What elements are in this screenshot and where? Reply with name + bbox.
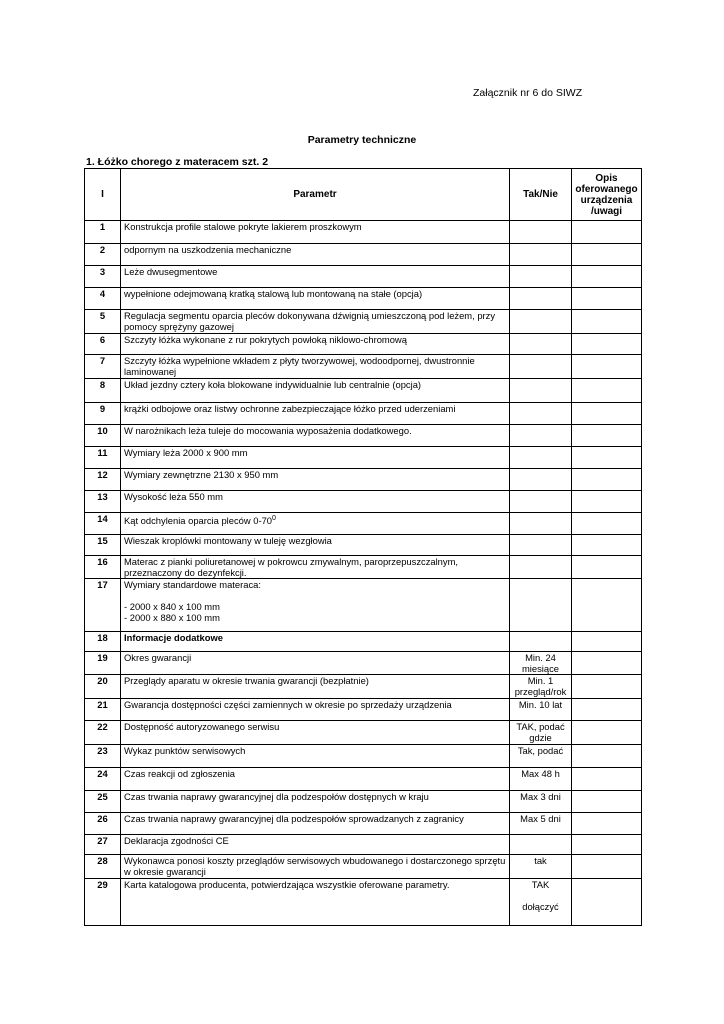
row-tak-nie [510,447,572,469]
row-parameter-text: Wieszak kroplówki montowany w tuleję wezgłowia [124,535,332,546]
row-number: 25 [85,791,121,813]
row-parameter-text: Wymiary leża 2000 x 900 mm [124,447,248,458]
row-number: 21 [85,699,121,721]
table-row [85,579,642,632]
row-tak-nie: Min. 10 lat [510,699,572,721]
row-description [572,721,642,745]
row-description [572,425,642,447]
row-parameter-text: Karta katalogowa producenta, potwierdzająca wszystkie oferowane parametry. [124,879,450,890]
row-description [572,379,642,403]
table-row [85,768,642,791]
row-number: 29 [85,879,121,926]
row-parameter [121,244,510,266]
row-tak-nie [510,556,572,579]
row-tak-nie [510,579,572,632]
row-description [572,675,642,699]
row-description [572,266,642,288]
table-row [85,699,642,721]
row-description [572,579,642,632]
row-tak-nie: Min. 24 miesiące [510,652,572,675]
row-tak-nie [510,535,572,556]
row-description [572,355,642,379]
table-row [85,334,642,355]
row-description [572,513,642,535]
table-row [85,221,642,244]
row-tak-nie [510,310,572,334]
table-row [85,632,642,652]
row-description [572,652,642,675]
row-parameter-text: Czas trwania naprawy gwarancyjnej dla podzespołów sprowadzanych z zagranicy [124,813,464,824]
row-parameter [121,855,510,879]
row-description [572,535,642,556]
row-tak-nie [510,334,572,355]
parameters-table [84,168,642,926]
row-description [572,768,642,791]
row-parameter-text: odpornym na uszkodzenia mechaniczne [124,244,292,255]
column-header-parameter: Parametr [121,169,510,221]
row-parameter-text: Czas trwania naprawy gwarancyjnej dla podzespołów dostępnych w kraju [124,791,429,802]
row-tak-nie [510,513,572,535]
row-parameter [121,535,510,556]
row-parameter-text: Przeglądy aparatu w okresie trwania gwarancji (bezpłatnie) [124,675,369,686]
table-row [85,721,642,745]
row-parameter-text: Materac z pianki poliuretanowej w pokrowcu zmywalnym, paroprzepuszczalnym, przeznaczony do dezynfekcji. [124,556,458,578]
row-parameter [121,469,510,491]
row-parameter [121,791,510,813]
row-parameter-text: Regulacja segmentu oparcia pleców dokonywana dźwignią umieszczoną pod leżem, przy pomocy sprężyny gazowej [124,310,496,332]
row-parameter [121,491,510,513]
row-number: 28 [85,855,121,879]
row-number: 20 [85,675,121,699]
row-description [572,334,642,355]
row-number: 19 [85,652,121,675]
annex-label: Załącznik nr 6 do SIWZ [473,87,583,99]
row-parameter-text: Deklaracja zgodności CE [124,835,229,846]
table-row [85,745,642,768]
row-number: 2 [85,244,121,266]
row-parameter-text: Szczyty łóżka wypełnione wkładem z płyty tworzywowej, wodoodpornej, dwustronnie laminowanej [124,355,475,377]
row-tak-nie [510,266,572,288]
table-row [85,469,642,491]
row-number: 3 [85,266,121,288]
row-parameter [121,835,510,855]
row-parameter-text: Informacje dodatkowe [124,632,223,643]
row-description [572,879,642,926]
section-title: 1. Łóżko chorego z materacem szt. 2 [86,156,269,168]
row-number: 17 [85,579,121,632]
row-description [572,469,642,491]
row-parameter [121,447,510,469]
row-parameter-text: Dostępność autoryzowanego serwisu [124,721,280,732]
row-tak-nie [510,355,572,379]
row-parameter [121,879,510,926]
row-tak-nie [510,835,572,855]
row-parameter [121,288,510,310]
row-description [572,221,642,244]
row-number: 8 [85,379,121,403]
row-number: 14 [85,513,121,535]
row-description [572,632,642,652]
row-tak-nie [510,403,572,425]
table-row [85,403,642,425]
table-header-row [85,169,642,221]
row-number: 4 [85,288,121,310]
table-row [85,535,642,556]
row-number: 24 [85,768,121,791]
row-description [572,310,642,334]
row-number: 7 [85,355,121,379]
row-tak-nie: Min. 1 przegląd/rok [510,675,572,699]
row-number: 13 [85,491,121,513]
document-title: Parametry techniczne [307,134,417,146]
row-tak-nie: TAK dołączyć [510,879,572,926]
row-number: 6 [85,334,121,355]
row-parameter [121,721,510,745]
row-parameter [121,425,510,447]
row-parameter [121,266,510,288]
column-header-description: Opis oferowanego urządzenia /uwagi [572,169,642,221]
row-parameter-text: Konstrukcja profile stalowe pokryte lakierem proszkowym [124,221,362,232]
row-parameter [121,699,510,721]
row-parameter [121,675,510,699]
table-row [85,813,642,835]
table-row [85,652,642,675]
row-parameter [121,632,510,652]
table-row [85,266,642,288]
row-parameter [121,652,510,675]
row-number: 1 [85,221,121,244]
table-row [85,447,642,469]
row-tak-nie [510,632,572,652]
row-number: 9 [85,403,121,425]
row-parameter [121,403,510,425]
row-parameter [121,813,510,835]
row-description [572,855,642,879]
row-parameter [121,513,510,535]
row-tak-nie: Max 5 dni [510,813,572,835]
table-row [85,791,642,813]
row-number: 27 [85,835,121,855]
row-parameter-text: krążki odbojowe oraz listwy ochronne zabezpieczające łóżko przed uderzeniami [124,403,456,414]
row-number: 26 [85,813,121,835]
row-number: 15 [85,535,121,556]
row-tak-nie [510,244,572,266]
degree-superscript: 0 [272,515,276,522]
row-tak-nie [510,491,572,513]
row-description [572,403,642,425]
row-parameter-text: Wymiary zewnętrzne 2130 x 950 mm [124,469,279,480]
table-row [85,379,642,403]
table-row [85,355,642,379]
row-parameter [121,768,510,791]
row-parameter-text: Szczyty łóżka wykonane z rur pokrytych powłoką niklowo-chromową [124,334,407,345]
row-number: 16 [85,556,121,579]
table-row [85,879,642,926]
row-description [572,244,642,266]
row-parameter [121,310,510,334]
row-parameter-text: Wysokość leża 550 mm [124,491,223,502]
row-number: 12 [85,469,121,491]
row-description [572,699,642,721]
row-parameter-text: wypełnione odejmowaną kratką stalową lub montowaną na stałe (opcja) [124,288,423,299]
row-parameter-text: W narożnikach leża tuleje do mocowania wyposażenia dodatkowego. [124,425,412,436]
row-parameter [121,221,510,244]
row-description [572,813,642,835]
column-header-tak-nie: Tak/Nie [510,169,572,221]
row-description [572,447,642,469]
row-parameter-text: Kąt odchylenia oparcia pleców 0-70 [124,515,273,527]
table-row [85,491,642,513]
table-row [85,310,642,334]
row-description [572,745,642,768]
table-row [85,855,642,879]
row-tak-nie: Tak, podać [510,745,572,768]
table-row [85,244,642,266]
table-row [85,288,642,310]
row-description [572,791,642,813]
table-row [85,513,642,535]
row-description [572,835,642,855]
row-tak-nie [510,425,572,447]
row-parameter [121,745,510,768]
row-parameter [121,379,510,403]
row-number: 11 [85,447,121,469]
table-row [85,675,642,699]
row-tak-nie [510,288,572,310]
row-tak-nie [510,379,572,403]
row-tak-nie: tak [510,855,572,879]
row-number: 23 [85,745,121,768]
row-tak-nie: Max 48 h [510,768,572,791]
row-description [572,288,642,310]
row-parameter-text: Gwarancja dostępności części zamiennych w okresie po sprzedaży urządzenia [124,699,452,710]
row-description [572,556,642,579]
table-row [85,835,642,855]
table-row [85,556,642,579]
row-parameter [121,355,510,379]
row-parameter-text: Okres gwarancji [124,652,192,663]
row-number: 5 [85,310,121,334]
row-tak-nie [510,221,572,244]
row-number: 10 [85,425,121,447]
row-parameter-text: Wykaz punktów serwisowych [124,745,246,756]
row-parameter-text: Układ jezdny cztery koła blokowane indywidualnie lub centralnie (opcja) [124,379,422,390]
row-description [572,491,642,513]
row-number: 18 [85,632,121,652]
table-row [85,425,642,447]
row-parameter-text: Wykonawca ponosi koszty przeglądów serwisowych wbudowanego i dostarczonego sprzętu w okresie gwarancji [124,855,506,877]
column-header-number: I [85,169,121,221]
row-parameter [121,334,510,355]
row-parameter-text: Czas reakcji od zgłoszenia [124,768,235,779]
row-number: 22 [85,721,121,745]
row-parameter-text: Wymiary standardowe materaca: - 2000 x 840 x 100 mm - 2000 x 880 x 100 mm [124,579,261,623]
row-tak-nie [510,469,572,491]
row-parameter [121,579,510,632]
row-parameter [121,556,510,579]
row-tak-nie: Max 3 dni [510,791,572,813]
row-tak-nie: TAK, podać gdzie [510,721,572,745]
row-parameter-text: Leże dwusegmentowe [124,266,218,277]
